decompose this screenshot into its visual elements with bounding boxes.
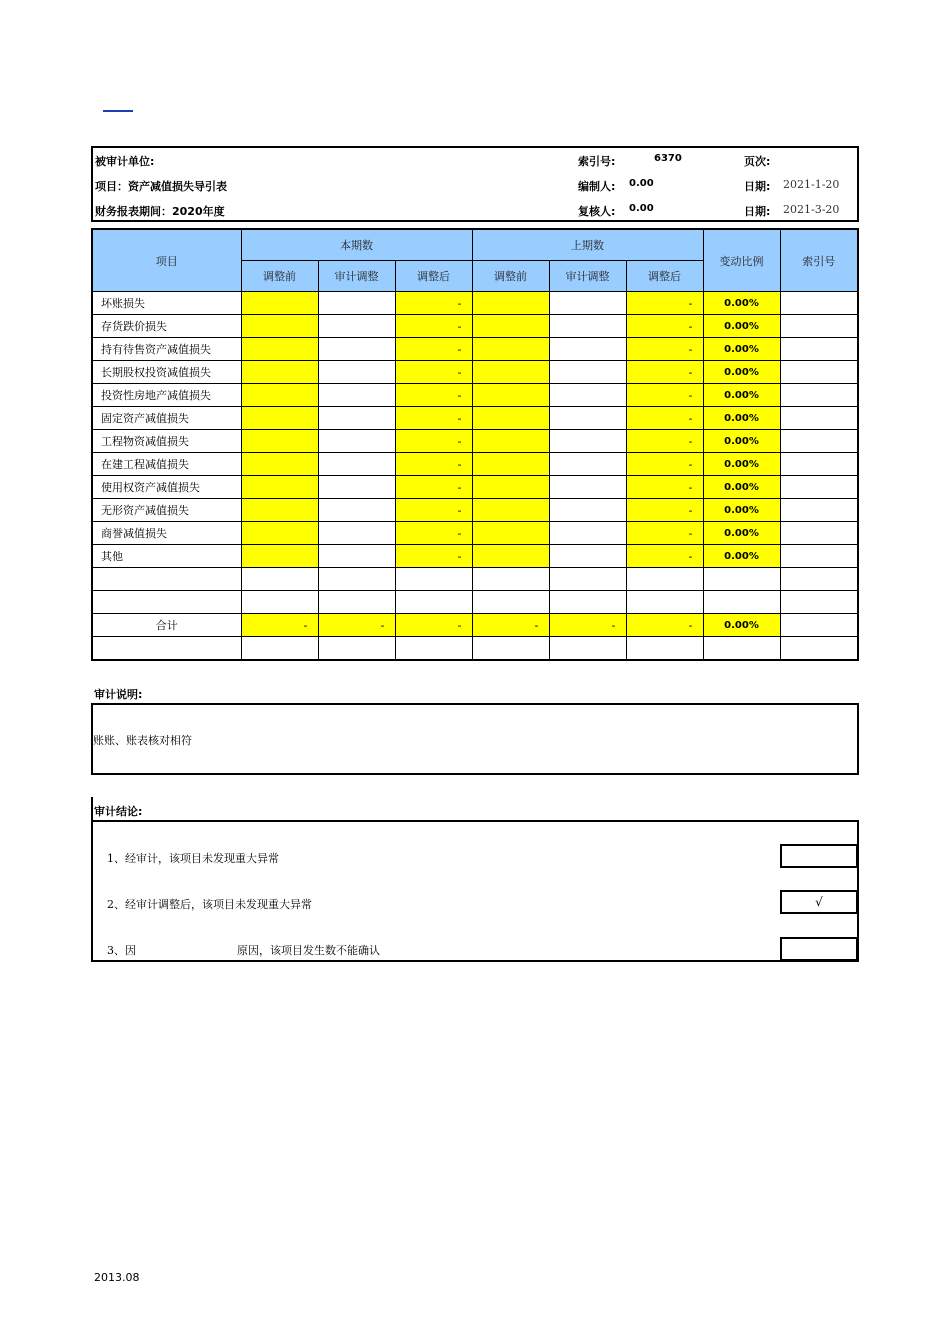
cell-before[interactable]	[241, 453, 318, 476]
cell-change: 0.00%	[703, 499, 780, 522]
total-after: -	[395, 614, 472, 637]
cell-prior-audit[interactable]	[549, 522, 626, 545]
cell-before[interactable]	[241, 292, 318, 315]
cell-prior-before[interactable]	[472, 292, 549, 315]
row-name: 在建工程减值损失	[92, 453, 241, 476]
cell-audit[interactable]	[318, 338, 395, 361]
cell-prior-audit[interactable]	[549, 361, 626, 384]
cell-prior-after: -	[626, 453, 703, 476]
cell-before[interactable]	[241, 499, 318, 522]
cell-change: 0.00%	[703, 361, 780, 384]
cell-prior-audit[interactable]	[549, 453, 626, 476]
cell-prior-after: -	[626, 361, 703, 384]
period-label: 财务报表期间：2020年度	[95, 205, 225, 218]
cell-index[interactable]	[780, 499, 858, 522]
total-prior-audit: -	[549, 614, 626, 637]
cell-prior-after: -	[626, 430, 703, 453]
sub-header-after: 调整后	[395, 261, 472, 292]
conclusion-checkbox-2[interactable]: √	[780, 890, 858, 914]
empty-cell[interactable]	[626, 568, 703, 591]
cell-index[interactable]	[780, 453, 858, 476]
conclusion-checkbox-1[interactable]	[780, 844, 858, 868]
total-row	[92, 614, 858, 637]
row-name: 持有待售资产减值损失	[92, 338, 241, 361]
row-name: 商誉减值损失	[92, 522, 241, 545]
cell-prior-before[interactable]	[472, 384, 549, 407]
total-label: 合计	[92, 614, 241, 637]
table-row	[92, 499, 858, 522]
cell-before[interactable]	[241, 384, 318, 407]
table-row	[92, 453, 858, 476]
cell-change: 0.00%	[703, 384, 780, 407]
empty-cell[interactable]	[472, 591, 549, 614]
empty-cell[interactable]	[780, 591, 858, 614]
cell-prior-audit[interactable]	[549, 499, 626, 522]
cell-index[interactable]	[780, 384, 858, 407]
cell-before[interactable]	[241, 476, 318, 499]
reviewer-value: 0.00	[629, 203, 654, 214]
cell-prior-after: -	[626, 384, 703, 407]
table-row	[92, 361, 858, 384]
cell-prior-before[interactable]	[472, 315, 549, 338]
cell-change: 0.00%	[703, 453, 780, 476]
cell-prior-after: -	[626, 545, 703, 568]
auditee-label: 被审计单位:	[95, 155, 155, 168]
empty-cell[interactable]	[241, 591, 318, 614]
cell-index[interactable]	[780, 338, 858, 361]
conclusion-label: 审计结论:	[94, 805, 143, 818]
cell-audit[interactable]	[318, 315, 395, 338]
empty-cell[interactable]	[703, 568, 780, 591]
empty-cell[interactable]	[549, 591, 626, 614]
page-label: 页次:	[744, 155, 771, 168]
col-header-item: 项目	[92, 229, 241, 292]
conclusion-item-3-suffix: 原因，该项目发生数不能确认	[237, 944, 380, 957]
empty-cell[interactable]	[549, 637, 626, 661]
table-row	[92, 384, 858, 407]
cell-audit[interactable]	[318, 384, 395, 407]
cell-change: 0.00%	[703, 315, 780, 338]
cell-change: 0.00%	[703, 338, 780, 361]
explanation-box[interactable]	[91, 703, 859, 775]
row-name: 无形资产减值损失	[92, 499, 241, 522]
cell-after: -	[395, 384, 472, 407]
cell-prior-after: -	[626, 476, 703, 499]
cell-prior-audit[interactable]	[549, 384, 626, 407]
cell-before[interactable]	[241, 430, 318, 453]
cell-prior-before[interactable]	[472, 361, 549, 384]
cell-prior-before[interactable]	[472, 338, 549, 361]
empty-cell[interactable]	[780, 637, 858, 661]
cell-change: 0.00%	[703, 545, 780, 568]
cell-prior-after: -	[626, 499, 703, 522]
table-row	[92, 315, 858, 338]
reviewer-label: 复核人:	[578, 205, 616, 218]
cell-audit[interactable]	[318, 292, 395, 315]
cell-before[interactable]	[241, 338, 318, 361]
empty-cell[interactable]	[92, 568, 241, 591]
cell-change: 0.00%	[703, 430, 780, 453]
table-row	[92, 338, 858, 361]
conclusion-item-1: 1、经审计，该项目未发现重大异常	[107, 852, 279, 865]
table-row	[92, 522, 858, 545]
cell-after: -	[395, 315, 472, 338]
cell-before[interactable]	[241, 407, 318, 430]
total-audit: -	[318, 614, 395, 637]
cell-prior-audit[interactable]	[549, 430, 626, 453]
cell-index[interactable]	[780, 315, 858, 338]
cell-before[interactable]	[241, 315, 318, 338]
table-row	[92, 292, 858, 315]
cell-after: -	[395, 453, 472, 476]
date-value-2: 2021-3-20	[783, 203, 840, 216]
cell-after: -	[395, 292, 472, 315]
cell-audit[interactable]	[318, 499, 395, 522]
explanation-text: 账账、账表核对相符	[93, 734, 192, 747]
cell-after: -	[395, 522, 472, 545]
cell-change: 0.00%	[703, 476, 780, 499]
empty-cell[interactable]	[318, 591, 395, 614]
empty-cell[interactable]	[626, 591, 703, 614]
cell-after: -	[395, 338, 472, 361]
empty-cell[interactable]	[626, 637, 703, 661]
explanation-label: 审计说明:	[94, 688, 143, 701]
cell-before[interactable]	[241, 361, 318, 384]
col-header-change: 变动比例	[703, 229, 780, 292]
empty-row	[92, 591, 858, 614]
date-value-1: 2021-1-20	[783, 178, 840, 191]
row-name: 使用权资产减值损失	[92, 476, 241, 499]
empty-cell[interactable]	[395, 637, 472, 661]
table-row	[92, 545, 858, 568]
cell-prior-audit[interactable]	[549, 545, 626, 568]
cell-after: -	[395, 545, 472, 568]
cell-prior-before[interactable]	[472, 499, 549, 522]
cell-index[interactable]	[780, 407, 858, 430]
cell-audit[interactable]	[318, 453, 395, 476]
date-label-1: 日期:	[744, 180, 771, 193]
cell-prior-audit[interactable]	[549, 476, 626, 499]
row-name: 固定资产减值损失	[92, 407, 241, 430]
empty-row	[92, 568, 858, 591]
empty-cell[interactable]	[92, 637, 241, 661]
cell-prior-before[interactable]	[472, 545, 549, 568]
empty-cell[interactable]	[472, 568, 549, 591]
sub-header-before: 调整前	[472, 261, 549, 292]
index-label: 索引号:	[578, 155, 616, 168]
col-header-current: 本期数	[241, 229, 472, 261]
conclusion-item-3-prefix: 3、因	[107, 944, 136, 957]
row-name: 坏账损失	[92, 292, 241, 315]
cell-prior-after: -	[626, 292, 703, 315]
header-block	[91, 146, 859, 222]
total-before: -	[241, 614, 318, 637]
empty-cell[interactable]	[92, 591, 241, 614]
row-name: 长期股权投资减值损失	[92, 361, 241, 384]
preparer-value: 0.00	[629, 178, 654, 189]
cell-prior-audit[interactable]	[549, 292, 626, 315]
empty-cell[interactable]	[395, 568, 472, 591]
table-row	[92, 430, 858, 453]
cell-prior-before[interactable]	[472, 407, 549, 430]
index-value: 6370	[654, 153, 682, 164]
sub-header-before: 调整前	[241, 261, 318, 292]
cell-prior-audit[interactable]	[549, 315, 626, 338]
cell-before[interactable]	[241, 545, 318, 568]
row-name: 其他	[92, 545, 241, 568]
cell-prior-audit[interactable]	[549, 407, 626, 430]
cell-prior-before[interactable]	[472, 522, 549, 545]
conclusion-box	[91, 820, 859, 962]
cell-prior-after: -	[626, 315, 703, 338]
empty-cell[interactable]	[395, 591, 472, 614]
cell-prior-before[interactable]	[472, 476, 549, 499]
decorative-line	[103, 110, 133, 112]
cell-after: -	[395, 499, 472, 522]
cell-audit[interactable]	[318, 430, 395, 453]
cell-index[interactable]	[780, 522, 858, 545]
cell-after: -	[395, 407, 472, 430]
empty-cell[interactable]	[241, 568, 318, 591]
conclusion-item-2: 2、经审计调整后，该项目未发现重大异常	[107, 898, 312, 911]
col-header-prior: 上期数	[472, 229, 703, 261]
cell-after: -	[395, 430, 472, 453]
cell-audit[interactable]	[318, 361, 395, 384]
cell-index[interactable]	[780, 361, 858, 384]
date-label-2: 日期:	[744, 205, 771, 218]
row-name: 工程物资减值损失	[92, 430, 241, 453]
total-prior-after: -	[626, 614, 703, 637]
version-footer: 2013.08	[94, 1271, 140, 1284]
total-index[interactable]	[780, 614, 858, 637]
cell-prior-audit[interactable]	[549, 338, 626, 361]
cell-index[interactable]	[780, 292, 858, 315]
cell-after: -	[395, 361, 472, 384]
cell-audit[interactable]	[318, 476, 395, 499]
cell-prior-after: -	[626, 407, 703, 430]
cell-change: 0.00%	[703, 292, 780, 315]
col-header-index: 索引号	[780, 229, 858, 292]
cell-index[interactable]	[780, 430, 858, 453]
empty-cell[interactable]	[318, 637, 395, 661]
empty-cell[interactable]	[549, 568, 626, 591]
preparer-label: 编制人:	[578, 180, 616, 193]
cell-prior-after: -	[626, 522, 703, 545]
cell-after: -	[395, 476, 472, 499]
row-name: 存货跌价损失	[92, 315, 241, 338]
empty-cell[interactable]	[241, 637, 318, 661]
sub-header-after: 调整后	[626, 261, 703, 292]
sub-header-audit: 审计调整	[549, 261, 626, 292]
cell-audit[interactable]	[318, 407, 395, 430]
cell-index[interactable]	[780, 545, 858, 568]
total-change: 0.00%	[703, 614, 780, 637]
cell-before[interactable]	[241, 522, 318, 545]
empty-cell[interactable]	[472, 637, 549, 661]
empty-cell[interactable]	[703, 637, 780, 661]
cell-prior-before[interactable]	[472, 430, 549, 453]
empty-cell[interactable]	[703, 591, 780, 614]
project-label: 项目：资产减值损失导引表	[95, 180, 227, 193]
cell-prior-before[interactable]	[472, 453, 549, 476]
row-name: 投资性房地产减值损失	[92, 384, 241, 407]
cell-change: 0.00%	[703, 522, 780, 545]
empty-cell[interactable]	[318, 568, 395, 591]
table-row	[92, 407, 858, 430]
cell-audit[interactable]	[318, 522, 395, 545]
impairment-table	[91, 228, 859, 661]
cell-change: 0.00%	[703, 407, 780, 430]
cell-prior-after: -	[626, 338, 703, 361]
empty-cell[interactable]	[780, 568, 858, 591]
conclusion-checkbox-3[interactable]	[780, 937, 858, 961]
empty-row	[92, 637, 858, 661]
cell-index[interactable]	[780, 476, 858, 499]
table-row	[92, 476, 858, 499]
cell-audit[interactable]	[318, 545, 395, 568]
total-prior-before: -	[472, 614, 549, 637]
sub-header-audit: 审计调整	[318, 261, 395, 292]
